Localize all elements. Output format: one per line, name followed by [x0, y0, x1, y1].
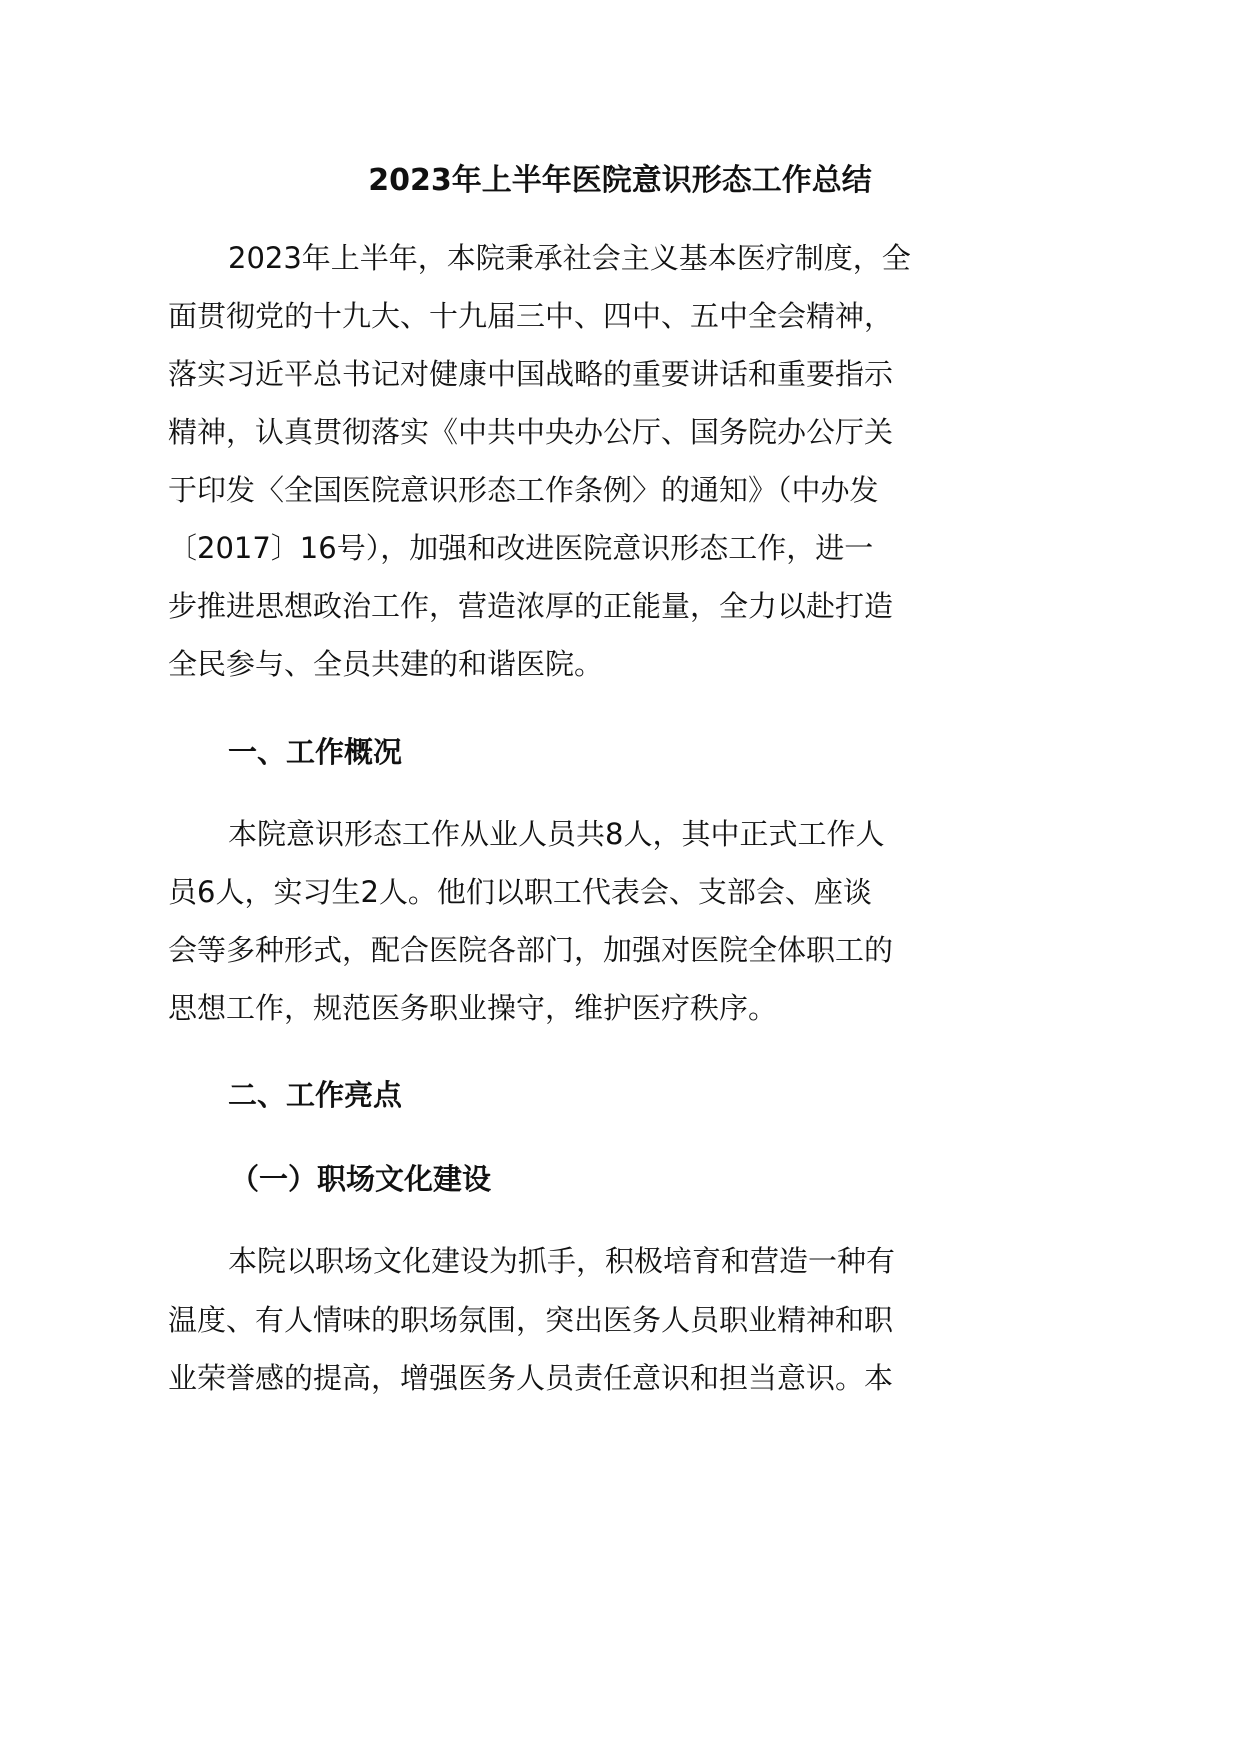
paragraph-line: 于印发〈全国医院意识形态工作条例〉的通知》（中办发: [168, 473, 879, 507]
paragraph-line: 本院以职场文化建设为抓手，积极培育和营造一种有: [228, 1244, 896, 1278]
paragraph-line: 本院意识形态工作从业人员共8人，其中正式工作人: [228, 817, 885, 851]
document-title: 2023年上半年医院意识形态工作总结: [368, 163, 872, 198]
paragraph-line: 2023年上半年，本院秉承社会主义基本医疗制度，全: [228, 241, 911, 275]
paragraph-line: 业荣誉感的提高，增强医务人员责任意识和担当意识。本: [168, 1361, 894, 1395]
section-heading: 一、工作概况: [228, 735, 403, 769]
paragraph-line: 落实习近平总书记对健康中国战略的重要讲话和重要指示: [168, 357, 894, 391]
paragraph-line: 全民参与、全员共建的和谐医院。: [168, 647, 604, 681]
paragraph-line: 〔2017〕16号），加强和改进医院意识形态工作，进一: [168, 531, 874, 565]
paragraph-line: 精神，认真贯彻落实《中共中央办公厅、国务院办公厅关: [168, 415, 894, 449]
paragraph-line: 面贯彻党的十九大、十九届三中、四中、五中全会精神，: [168, 299, 894, 333]
paragraph-line: 步推进思想政治工作，营造浓厚的正能量，全力以赴打造: [168, 589, 894, 623]
subsection-heading: （一）职场文化建设: [230, 1162, 492, 1196]
paragraph-line: 温度、有人情味的职场氛围，突出医务人员职业精神和职: [168, 1303, 894, 1337]
paragraph-line: 会等多种形式，配合医院各部门，加强对医院全体职工的: [168, 933, 894, 967]
section-heading: 二、工作亮点: [228, 1078, 403, 1112]
paragraph-line: 员6人，实习生2人。他们以职工代表会、支部会、座谈: [168, 875, 872, 909]
paragraph-line: 思想工作，规范医务职业操守，维护医疗秩序。: [168, 991, 778, 1025]
